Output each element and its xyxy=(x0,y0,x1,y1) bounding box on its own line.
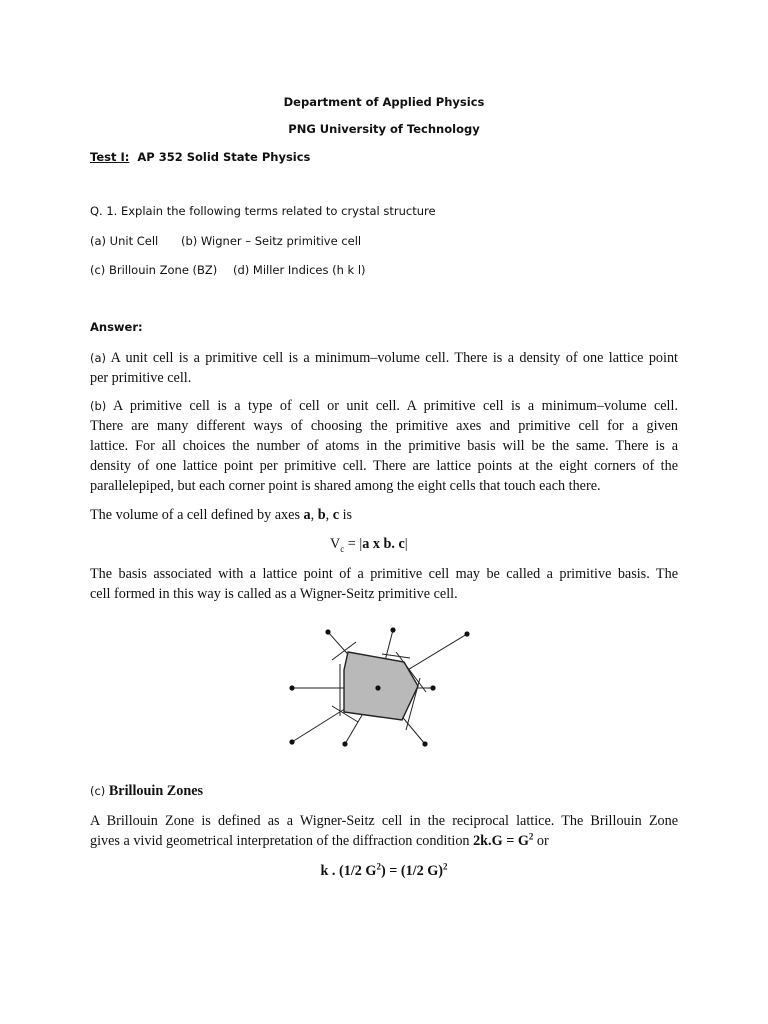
formula-end: | xyxy=(404,536,408,552)
lattice-point xyxy=(464,631,469,636)
lattice-point xyxy=(289,739,294,744)
lattice-point xyxy=(390,627,395,632)
equation-part-a: k . (1/2 G xyxy=(320,863,377,879)
part-c-label: (c) xyxy=(90,784,106,798)
lattice-point xyxy=(289,685,294,690)
center-lattice-point xyxy=(375,685,380,690)
basis-paragraph xyxy=(90,564,678,604)
part-a-label: (a) xyxy=(90,351,107,365)
part-a-line-1: A unit cell is a primitive cell is a minimum–volume cell. There is a density of one lattice point xyxy=(110,350,678,366)
term-a: (a) Unit Cell xyxy=(90,234,159,248)
lattice-point xyxy=(325,629,330,634)
question-prompt: Q. 1. Explain the following terms related to crystal structure xyxy=(90,204,436,218)
brillouin-line-2-text: gives a vivid geometrical interpretation of the diffraction condition xyxy=(90,833,470,849)
brillouin-equation xyxy=(0,861,768,881)
answer-heading: Answer: xyxy=(90,320,143,334)
part-b-line-4: density of one lattice point per primitive cell. There are lattice points at the eight corners of the xyxy=(90,458,678,474)
term-b: (b) Wigner – Seitz primitive cell xyxy=(181,234,362,248)
lattice-point xyxy=(422,741,427,746)
part-b-line-1: A primitive cell is a type of cell or unit cell. A primitive cell is a minimum–volume cell. xyxy=(112,398,678,414)
formula-v: V xyxy=(330,536,341,552)
part-c-title: Brillouin Zones xyxy=(108,783,204,799)
part-b-line-3: lattice. For all choices the number of atoms in the primitive basis will be the same. There is a xyxy=(90,438,678,454)
equation-sup-2: 2 xyxy=(443,861,448,872)
lattice-points xyxy=(289,627,469,746)
volume-sep-2: , xyxy=(325,507,330,523)
part-b-line-2: There are many different ways of choosing the primitive axes and primitive cell for a given xyxy=(90,418,678,434)
answer-part-b xyxy=(90,396,678,496)
volume-sep-1: , xyxy=(310,507,315,523)
term-c: (c) Brillouin Zone (BZ) xyxy=(90,263,218,277)
formula-eq: = | xyxy=(344,536,363,552)
part-b-label: (b) xyxy=(90,399,107,413)
part-a-line-2: per primitive cell. xyxy=(90,370,192,386)
answer-part-a xyxy=(90,348,678,388)
basis-line-1: The basis associated with a lattice point of a primitive cell may be called a primitive basis. The xyxy=(90,566,678,582)
volume-text: The volume of a cell defined by axes xyxy=(90,507,300,523)
equation-part-b: ) = (1/2 G) xyxy=(380,863,444,879)
brillouin-line-2-end: or xyxy=(536,833,549,849)
axis-b: b xyxy=(317,507,326,523)
brillouin-heading xyxy=(90,781,203,801)
brillouin-line-2 xyxy=(90,831,678,851)
department-title: Department of Applied Physics xyxy=(283,95,485,109)
formula-body: a x b. c xyxy=(362,536,405,552)
test-title: AP 352 Solid State Physics xyxy=(137,150,311,164)
diffraction-condition: 2k.G = G xyxy=(473,833,529,849)
basis-line-2: cell formed in this way is called as a Wigner-Seitz primitive cell. xyxy=(90,586,458,602)
volume-formula xyxy=(330,534,408,554)
term-d: (d) Miller Indices (h k l) xyxy=(233,263,366,277)
part-b-line-5: parallelepiped, but each corner point is shared among the eight cells that touch each there. xyxy=(90,478,601,494)
wigner-seitz-cell xyxy=(344,652,418,720)
volume-sentence xyxy=(90,505,352,525)
brillouin-paragraph xyxy=(90,811,678,851)
diffraction-sup: 2 xyxy=(528,831,534,842)
wigner-seitz-diagram xyxy=(280,620,490,755)
brillouin-line-1: A Brillouin Zone is defined as a Wigner-Seitz cell in the reciprocal lattice. The Brillouin Zone xyxy=(90,813,678,829)
university-title: PNG University of Technology xyxy=(288,122,480,136)
lattice-point xyxy=(430,685,435,690)
formula-sub: c xyxy=(340,543,345,554)
equation-sup-1: 2 xyxy=(376,861,381,872)
axis-a: a xyxy=(303,507,311,523)
lattice-point xyxy=(342,741,347,746)
test-label: Test I: xyxy=(90,150,130,164)
axis-c: c xyxy=(332,507,340,523)
volume-is: is xyxy=(342,507,353,523)
test-line xyxy=(90,150,310,164)
